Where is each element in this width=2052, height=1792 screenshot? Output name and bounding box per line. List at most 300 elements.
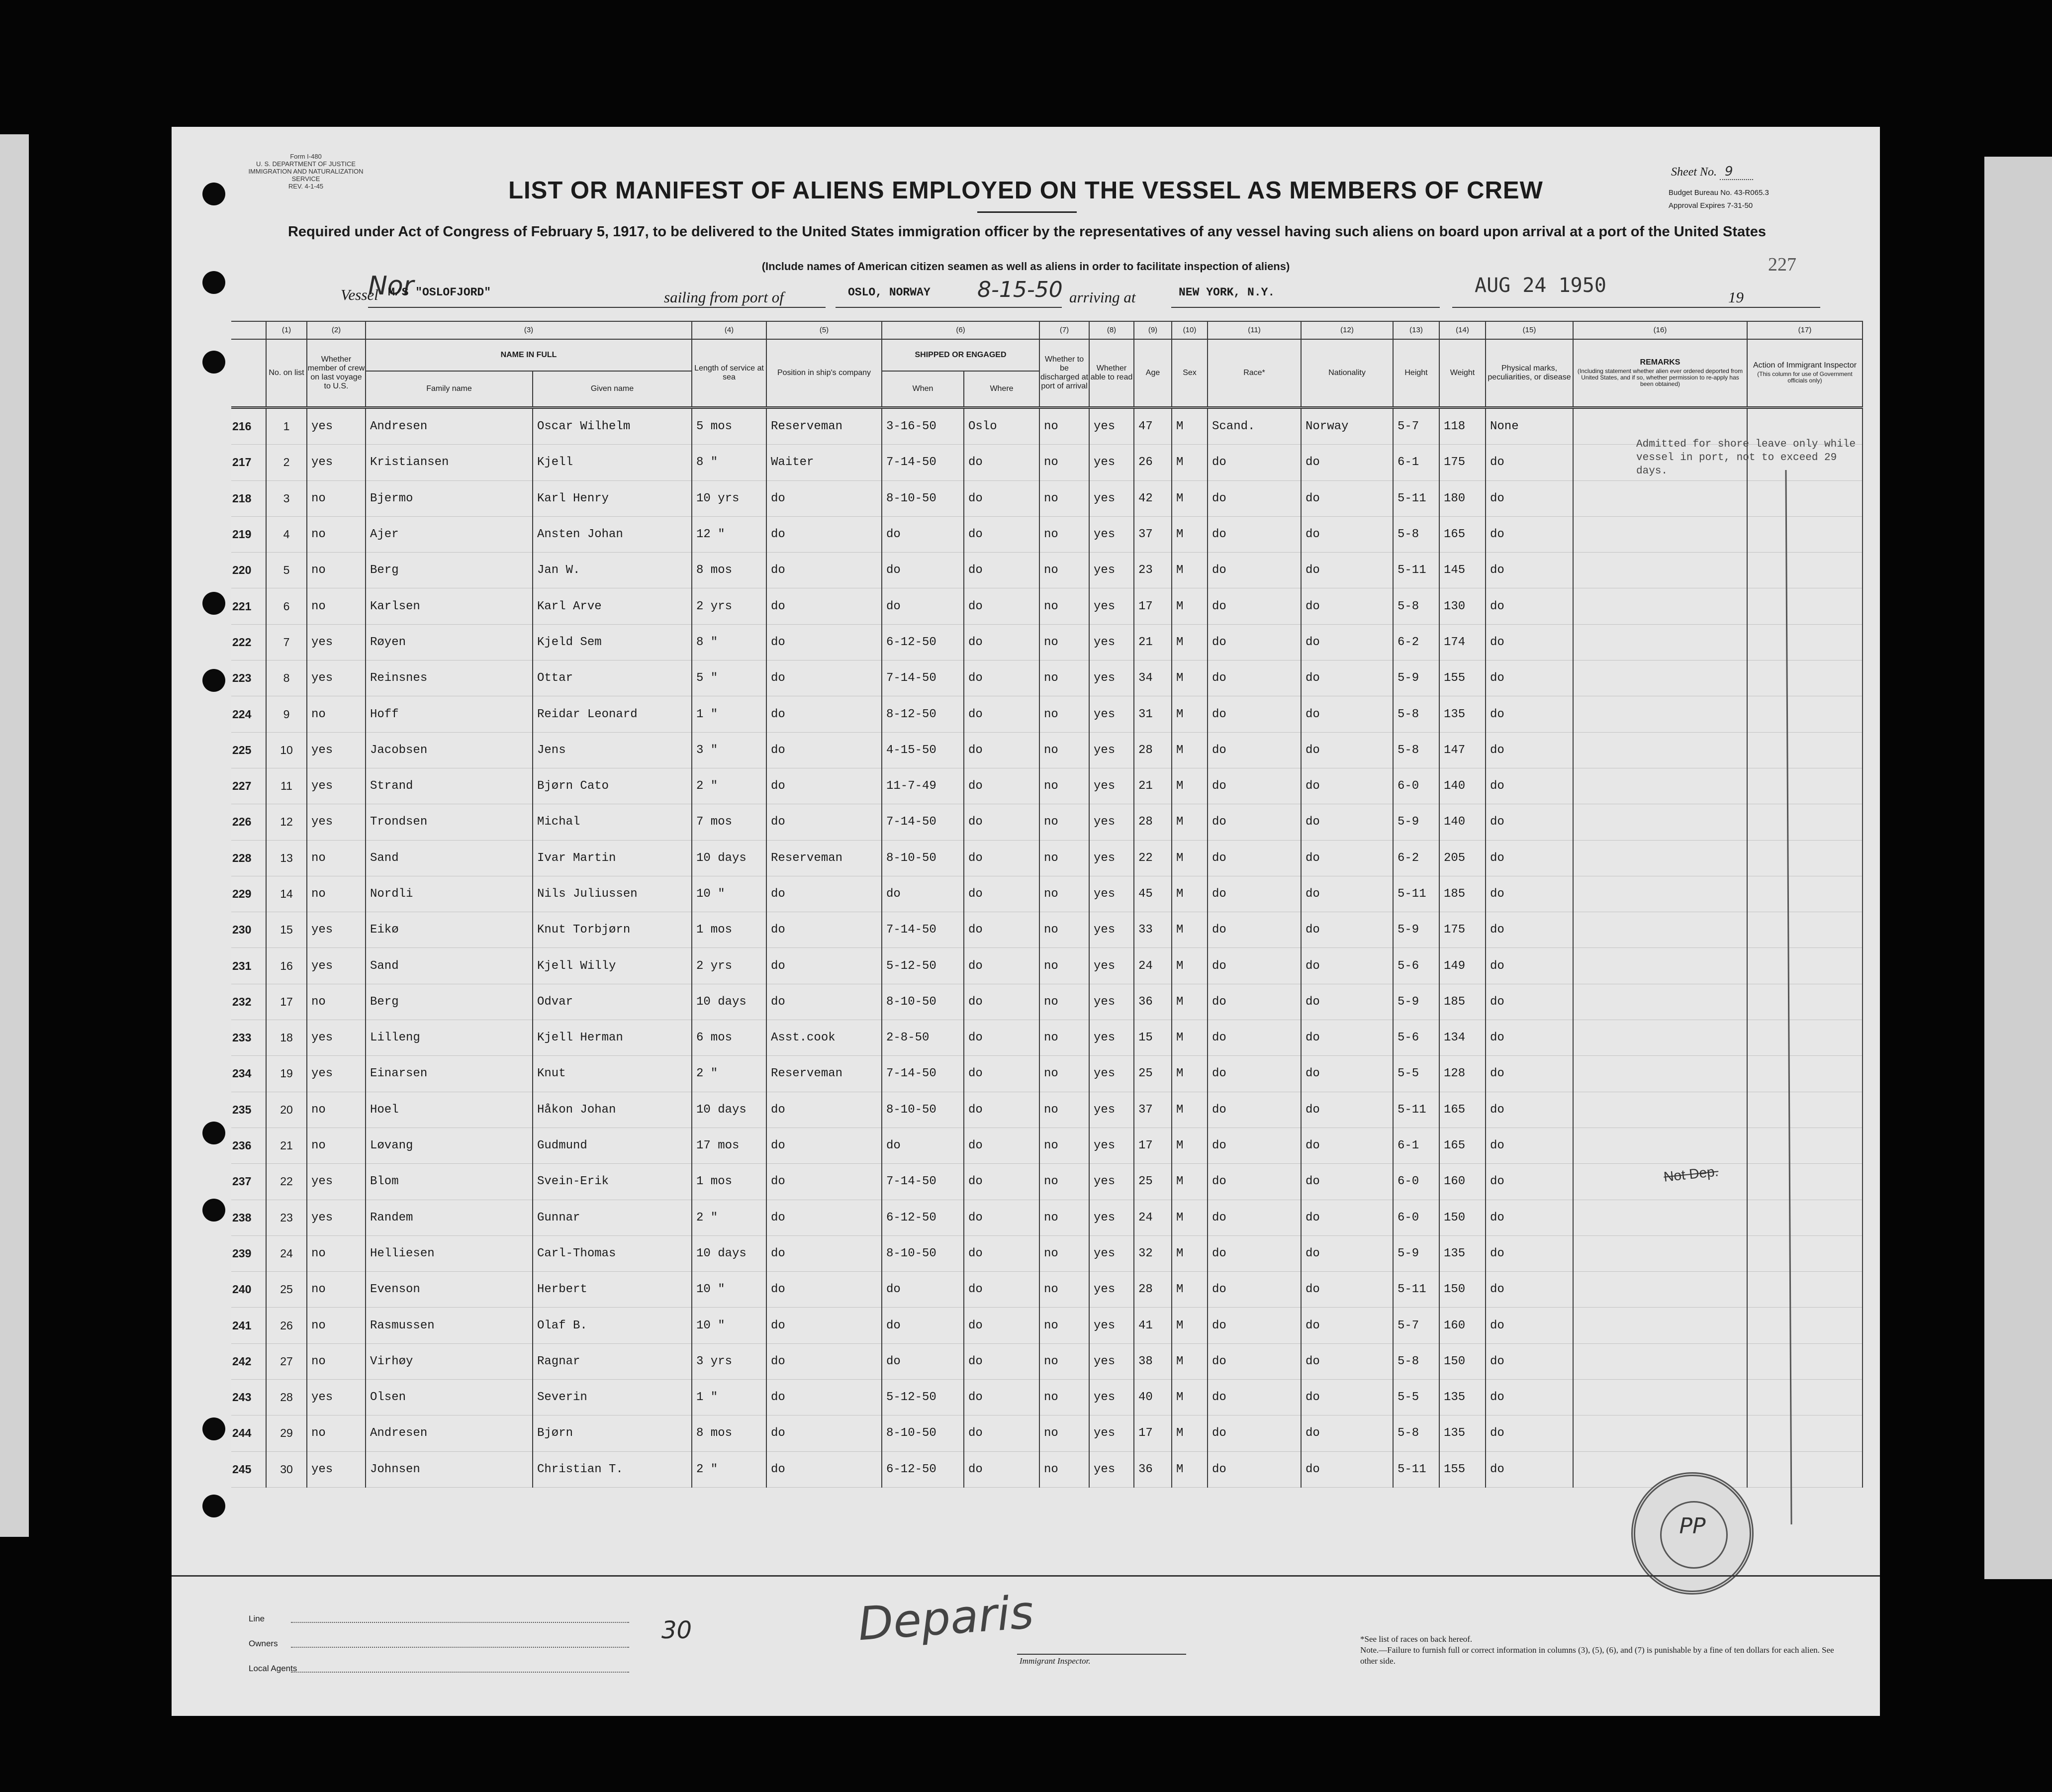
table-row [231, 948, 1863, 984]
cell-shipped-when: 7-14-50 [882, 1164, 964, 1200]
cell-position: do [766, 516, 882, 552]
cell-service-length: 2 " [692, 1056, 766, 1092]
cell-shipped-when: 8-12-50 [882, 696, 964, 732]
cell-remarks [1573, 1272, 1747, 1308]
table-row [231, 1020, 1863, 1056]
cell-shipped-where: do [964, 768, 1039, 804]
cell-family-name: Lilleng [366, 1020, 533, 1056]
cell-nationality: do [1301, 1272, 1393, 1308]
cell-age: 28 [1134, 732, 1172, 768]
cell-service-length: 2 " [692, 1451, 766, 1487]
penalty-note: Note.—Failure to furnish full or correct information in columns (3), (5), (6), and (7) is punishable by a fine of ten dollars for each alien. See other side. [1360, 1645, 1834, 1666]
table-row [231, 516, 1863, 552]
cell-discharged: no [1039, 445, 1089, 480]
cell-nationality: do [1301, 876, 1393, 912]
cell-nationality: do [1301, 984, 1393, 1020]
cell-age: 33 [1134, 912, 1172, 948]
cell-given-name: Knut Torbjørn [533, 912, 692, 948]
subtitle: Required under Act of Congress of February 5, 1917, to be delivered to the United States immigration officer by the representatives of any vessel having such aliens on board upon arrival at a port of the United States [287, 224, 1767, 240]
header-remarks [1573, 339, 1747, 408]
col-num-11: (11) [1208, 321, 1301, 339]
cell-family-name: Røyen [366, 624, 533, 660]
cell-shipped-where: do [964, 624, 1039, 660]
cell-shipped-where: do [964, 696, 1039, 732]
vessel-underline [368, 307, 826, 308]
cell-list-number: 26 [266, 1308, 307, 1343]
cell-race: do [1208, 516, 1301, 552]
cell-race: do [1208, 696, 1301, 732]
cell-age: 25 [1134, 1164, 1172, 1200]
arriving-label: arriving at [1069, 288, 1136, 306]
cell-sex: M [1172, 1272, 1208, 1308]
cell-height: 5-5 [1393, 1056, 1439, 1092]
cell-service-length: 10 " [692, 876, 766, 912]
cell-discharged: no [1039, 1451, 1089, 1487]
footer-separator [172, 1575, 1880, 1577]
cell-discharged: no [1039, 1343, 1089, 1379]
cell-shipped-when: do [882, 1343, 964, 1379]
table-row [231, 1056, 1863, 1092]
cell-remarks [1573, 804, 1747, 840]
cell-inspector-action [1747, 1200, 1863, 1235]
cell-able-to-read: yes [1089, 588, 1134, 624]
header-race: Race* [1208, 339, 1301, 408]
cell-discharged: no [1039, 732, 1089, 768]
cell-remarks [1573, 588, 1747, 624]
cell-race: do [1208, 1451, 1301, 1487]
header-remarks-title: REMARKS [1640, 358, 1680, 367]
cell-service-length: 1 " [692, 696, 766, 732]
cell-race: do [1208, 1020, 1301, 1056]
cell-prev-voyage: yes [307, 660, 366, 696]
cell-shipped-where: do [964, 1451, 1039, 1487]
cell-given-name: Jan W. [533, 553, 692, 588]
cell-able-to-read: yes [1089, 1415, 1134, 1451]
cell-service-length: 8 mos [692, 1415, 766, 1451]
cell-family-name: Andresen [366, 408, 533, 445]
punch-hole [202, 351, 225, 374]
row-stamp-number: 241 [231, 1308, 266, 1343]
cell-able-to-read: yes [1089, 1056, 1134, 1092]
cell-weight: 155 [1439, 660, 1486, 696]
cell-shipped-when: 7-14-50 [882, 804, 964, 840]
cell-list-number: 25 [266, 1272, 307, 1308]
cell-age: 42 [1134, 480, 1172, 516]
cell-race: do [1208, 1380, 1301, 1415]
table-row [231, 1235, 1863, 1271]
cell-age: 22 [1134, 840, 1172, 876]
cell-shipped-where: do [964, 1415, 1039, 1451]
cell-given-name: Reidar Leonard [533, 696, 692, 732]
cell-age: 26 [1134, 445, 1172, 480]
cell-family-name: Sand [366, 948, 533, 984]
cell-weight: 175 [1439, 445, 1486, 480]
cell-height: 5-7 [1393, 408, 1439, 445]
cell-discharged: no [1039, 1164, 1089, 1200]
cell-sex: M [1172, 624, 1208, 660]
column-number-row [231, 321, 1863, 339]
cell-discharged: no [1039, 408, 1089, 445]
cell-prev-voyage: yes [307, 912, 366, 948]
col-num-8: (8) [1089, 321, 1134, 339]
cell-inspector-action [1747, 624, 1863, 660]
col-num-12: (12) [1301, 321, 1393, 339]
col-num-15: (15) [1486, 321, 1573, 339]
cell-service-length: 12 " [692, 516, 766, 552]
cell-discharged: no [1039, 1200, 1089, 1235]
cell-inspector-action [1747, 804, 1863, 840]
title-rule [977, 211, 1077, 213]
cell-remarks [1573, 1128, 1747, 1163]
cell-weight: 150 [1439, 1343, 1486, 1379]
races-note: *See list of races on back hereof. [1360, 1634, 1473, 1644]
punch-hole [202, 592, 225, 615]
cell-position: do [766, 1272, 882, 1308]
cell-race: do [1208, 768, 1301, 804]
cell-discharged: no [1039, 984, 1089, 1020]
cell-height: 6-0 [1393, 768, 1439, 804]
cell-list-number: 7 [266, 624, 307, 660]
cell-discharged: no [1039, 1128, 1089, 1163]
cell-family-name: Andresen [366, 1415, 533, 1451]
row-stamp-number: 245 [231, 1451, 266, 1487]
cell-inspector-action [1747, 732, 1863, 768]
cell-prev-voyage: no [307, 1272, 366, 1308]
cell-service-length: 10 days [692, 1235, 766, 1271]
cell-family-name: Karlsen [366, 588, 533, 624]
cell-height: 6-1 [1393, 445, 1439, 480]
form-number: Form I-480 [290, 153, 322, 160]
cell-race: do [1208, 1415, 1301, 1451]
cell-given-name: Kjell Willy [533, 948, 692, 984]
agents-label: Local Agents [249, 1664, 297, 1673]
cell-prev-voyage: yes [307, 948, 366, 984]
cell-family-name: Rasmussen [366, 1308, 533, 1343]
cell-race: do [1208, 553, 1301, 588]
cell-inspector-action [1747, 1092, 1863, 1128]
cell-sex: M [1172, 840, 1208, 876]
col-num-5: (5) [766, 321, 882, 339]
cell-discharged: no [1039, 588, 1089, 624]
cell-remarks [1573, 1092, 1747, 1128]
cell-height: 5-9 [1393, 804, 1439, 840]
cell-nationality: do [1301, 480, 1393, 516]
cell-discharged: no [1039, 840, 1089, 876]
col-num-17: (17) [1747, 321, 1863, 339]
cell-age: 24 [1134, 948, 1172, 984]
cell-position: Asst.cook [766, 1020, 882, 1056]
cell-weight: 185 [1439, 984, 1486, 1020]
row-stamp-number: 234 [231, 1056, 266, 1092]
cell-race: do [1208, 1235, 1301, 1271]
cell-shipped-where: do [964, 1056, 1039, 1092]
cell-race: do [1208, 1272, 1301, 1308]
cell-service-length: 3 " [692, 732, 766, 768]
cell-shipped-where: do [964, 1128, 1039, 1163]
punch-hole [202, 1199, 225, 1222]
cell-list-number: 8 [266, 660, 307, 696]
cell-able-to-read: yes [1089, 660, 1134, 696]
table-row [231, 1451, 1863, 1487]
cell-weight: 147 [1439, 732, 1486, 768]
cell-given-name: Håkon Johan [533, 1092, 692, 1128]
cell-weight: 140 [1439, 804, 1486, 840]
cell-shipped-when: 8-10-50 [882, 480, 964, 516]
cell-height: 5-11 [1393, 480, 1439, 516]
cell-height: 6-2 [1393, 624, 1439, 660]
cell-position: do [766, 1092, 882, 1128]
cell-shipped-where: do [964, 1380, 1039, 1415]
cell-nationality: do [1301, 1164, 1393, 1200]
row-stamp-number: 229 [231, 876, 266, 912]
subtitle-note: (Include names of American citizen seamen as well as aliens in order to facilitate inspection of aliens) [761, 260, 1290, 273]
cell-inspector-action [1747, 1415, 1863, 1451]
cell-inspector-action [1747, 768, 1863, 804]
cell-family-name: Sand [366, 840, 533, 876]
cell-remarks [1573, 1164, 1747, 1200]
header-sex: Sex [1172, 339, 1208, 408]
cell-family-name: Løvang [366, 1128, 533, 1163]
owners-label: Owners [249, 1639, 278, 1648]
cell-family-name: Kristiansen [366, 445, 533, 480]
cell-family-name: Hoel [366, 1092, 533, 1128]
cell-able-to-read: yes [1089, 480, 1134, 516]
cell-prev-voyage: yes [307, 1451, 366, 1487]
cell-remarks [1573, 516, 1747, 552]
row-stamp-number: 235 [231, 1092, 266, 1128]
cell-position: do [766, 480, 882, 516]
cell-race: do [1208, 1128, 1301, 1163]
cell-prev-voyage: yes [307, 445, 366, 480]
cell-remarks [1573, 876, 1747, 912]
cell-list-number: 30 [266, 1451, 307, 1487]
cell-age: 37 [1134, 1092, 1172, 1128]
cell-sex: M [1172, 768, 1208, 804]
row-stamp-number: 236 [231, 1128, 266, 1163]
cell-given-name: Olaf B. [533, 1308, 692, 1343]
footer-notes [1360, 1634, 1848, 1667]
cell-able-to-read: yes [1089, 912, 1134, 948]
col-num-6: (6) [882, 321, 1039, 339]
cell-physical-marks: do [1486, 840, 1573, 876]
cell-nationality: do [1301, 516, 1393, 552]
cell-inspector-action [1747, 553, 1863, 588]
col-num-13: (13) [1393, 321, 1439, 339]
budget-line-2: Approval Expires 7-31-50 [1669, 201, 1753, 210]
cell-shipped-when: do [882, 876, 964, 912]
cell-remarks [1573, 768, 1747, 804]
cell-sex: M [1172, 1235, 1208, 1271]
cell-height: 5-8 [1393, 696, 1439, 732]
cell-weight: 150 [1439, 1200, 1486, 1235]
cell-family-name: Eikø [366, 912, 533, 948]
cell-position: do [766, 1415, 882, 1451]
cell-family-name: Einarsen [366, 1056, 533, 1092]
cell-nationality: do [1301, 1020, 1393, 1056]
cell-remarks [1573, 732, 1747, 768]
cell-position: do [766, 1308, 882, 1343]
cell-remarks [1573, 840, 1747, 876]
cell-discharged: no [1039, 912, 1089, 948]
cell-sex: M [1172, 912, 1208, 948]
cell-sex: M [1172, 876, 1208, 912]
cell-inspector-action [1747, 1380, 1863, 1415]
cell-shipped-when: do [882, 1272, 964, 1308]
cell-discharged: no [1039, 480, 1089, 516]
col-num-9: (9) [1134, 321, 1172, 339]
cell-inspector-action [1747, 696, 1863, 732]
cell-physical-marks: do [1486, 948, 1573, 984]
cell-remarks [1573, 1343, 1747, 1379]
cell-list-number: 24 [266, 1235, 307, 1271]
cell-shipped-where: do [964, 1343, 1039, 1379]
page-title: LIST OR MANIFEST OF ALIENS EMPLOYED ON THE VESSEL AS MEMBERS OF CREW [508, 177, 1543, 204]
cell-list-number: 29 [266, 1415, 307, 1451]
col-num-3: (3) [366, 321, 692, 339]
cell-shipped-where: do [964, 1092, 1039, 1128]
cell-shipped-when: 8-10-50 [882, 1092, 964, 1128]
cell-discharged: no [1039, 660, 1089, 696]
cell-physical-marks: do [1486, 1272, 1573, 1308]
cell-service-length: 10 days [692, 840, 766, 876]
cell-prev-voyage: no [307, 1308, 366, 1343]
cell-inspector-action [1747, 480, 1863, 516]
cell-height: 5-6 [1393, 948, 1439, 984]
cell-inspector-action [1747, 948, 1863, 984]
header-given-name: Given name [533, 371, 692, 408]
cell-able-to-read: yes [1089, 1451, 1134, 1487]
cell-discharged: no [1039, 1092, 1089, 1128]
cell-race: do [1208, 732, 1301, 768]
year-label: 19 [1728, 288, 1744, 306]
cell-sex: M [1172, 553, 1208, 588]
cell-race: do [1208, 1092, 1301, 1128]
row-stamp-number: 225 [231, 732, 266, 768]
cell-age: 45 [1134, 876, 1172, 912]
cell-nationality: do [1301, 660, 1393, 696]
cell-prev-voyage: no [307, 1343, 366, 1379]
table-row [231, 1343, 1863, 1379]
cell-nationality: do [1301, 840, 1393, 876]
cell-family-name: Strand [366, 768, 533, 804]
cell-inspector-action [1747, 1128, 1863, 1163]
cell-remarks [1573, 1200, 1747, 1235]
cell-height: 5-11 [1393, 553, 1439, 588]
cell-physical-marks: do [1486, 1056, 1573, 1092]
cell-height: 6-2 [1393, 840, 1439, 876]
row-stamp-number: 218 [231, 480, 266, 516]
cell-shipped-when: 8-10-50 [882, 1235, 964, 1271]
arrival-port: NEW YORK, N.Y. [1179, 286, 1275, 299]
cell-service-length: 10 " [692, 1308, 766, 1343]
header-position: Position in ship's company [766, 339, 882, 408]
row-stamp-number: 223 [231, 660, 266, 696]
cell-age: 21 [1134, 768, 1172, 804]
cell-height: 5-7 [1393, 1308, 1439, 1343]
table-row [231, 660, 1863, 696]
table-row [231, 984, 1863, 1020]
remark-shore-leave: Admitted for shore leave only while vessel in port, not to exceed 29 days. [1636, 439, 1856, 477]
cell-list-number: 12 [266, 804, 307, 840]
cell-physical-marks: do [1486, 1380, 1573, 1415]
cell-sex: M [1172, 1308, 1208, 1343]
cell-given-name: Jens [533, 732, 692, 768]
header-physical-marks: Physical marks, peculiarities, or disease [1486, 339, 1573, 408]
cell-shipped-when: 4-15-50 [882, 732, 964, 768]
cell-able-to-read: yes [1089, 768, 1134, 804]
row-stamp-number: 221 [231, 588, 266, 624]
cell-discharged: no [1039, 1056, 1089, 1092]
cell-given-name: Ottar [533, 660, 692, 696]
cell-able-to-read: yes [1089, 984, 1134, 1020]
cell-remarks [1573, 1235, 1747, 1271]
line-label: Line [249, 1614, 265, 1623]
cell-weight: 165 [1439, 1128, 1486, 1163]
cell-physical-marks: do [1486, 732, 1573, 768]
table-row [231, 912, 1863, 948]
row-stamp-number: 230 [231, 912, 266, 948]
cell-position: do [766, 588, 882, 624]
cell-discharged: no [1039, 1380, 1089, 1415]
cell-physical-marks: do [1486, 876, 1573, 912]
inspector-signature: Deparis [856, 1585, 1035, 1651]
cell-position: do [766, 948, 882, 984]
cell-inspector-action [1747, 660, 1863, 696]
cell-list-number: 17 [266, 984, 307, 1020]
cell-sex: M [1172, 1380, 1208, 1415]
table-row [231, 696, 1863, 732]
punch-hole [202, 1495, 225, 1517]
cell-able-to-read: yes [1089, 1164, 1134, 1200]
cell-remarks [1573, 1308, 1747, 1343]
cell-weight: 118 [1439, 408, 1486, 445]
cell-nationality: do [1301, 1235, 1393, 1271]
cell-position: do [766, 1164, 882, 1200]
row-stamp-number: 224 [231, 696, 266, 732]
cell-shipped-where: do [964, 660, 1039, 696]
cell-shipped-when: 5-12-50 [882, 1380, 964, 1415]
cell-given-name: Ivar Martin [533, 840, 692, 876]
cell-height: 6-1 [1393, 1128, 1439, 1163]
cell-race: do [1208, 804, 1301, 840]
cell-family-name: Berg [366, 553, 533, 588]
arrival-underline [1171, 307, 1440, 308]
cell-position: do [766, 876, 882, 912]
cell-given-name: Carl-Thomas [533, 1235, 692, 1271]
cell-given-name: Knut [533, 1056, 692, 1092]
cell-weight: 150 [1439, 1272, 1486, 1308]
cell-able-to-read: yes [1089, 1272, 1134, 1308]
cell-service-length: 8 " [692, 445, 766, 480]
cell-remarks [1573, 660, 1747, 696]
cell-discharged: no [1039, 1235, 1089, 1271]
table-row [231, 624, 1863, 660]
cell-service-length: 8 mos [692, 553, 766, 588]
cell-shipped-when: do [882, 553, 964, 588]
table-row [231, 480, 1863, 516]
header-discharged: Whether to be discharged at port of arrival [1039, 339, 1089, 408]
header-no-on-list: No. on list [266, 339, 307, 408]
cell-age: 28 [1134, 1272, 1172, 1308]
cell-given-name: Bjørn Cato [533, 768, 692, 804]
table-row [231, 1272, 1863, 1308]
cell-given-name: Severin [533, 1380, 692, 1415]
row-stamp-number: 237 [231, 1164, 266, 1200]
cell-shipped-where: do [964, 984, 1039, 1020]
cell-service-length: 10 " [692, 1272, 766, 1308]
cell-age: 37 [1134, 516, 1172, 552]
cell-able-to-read: yes [1089, 1380, 1134, 1415]
